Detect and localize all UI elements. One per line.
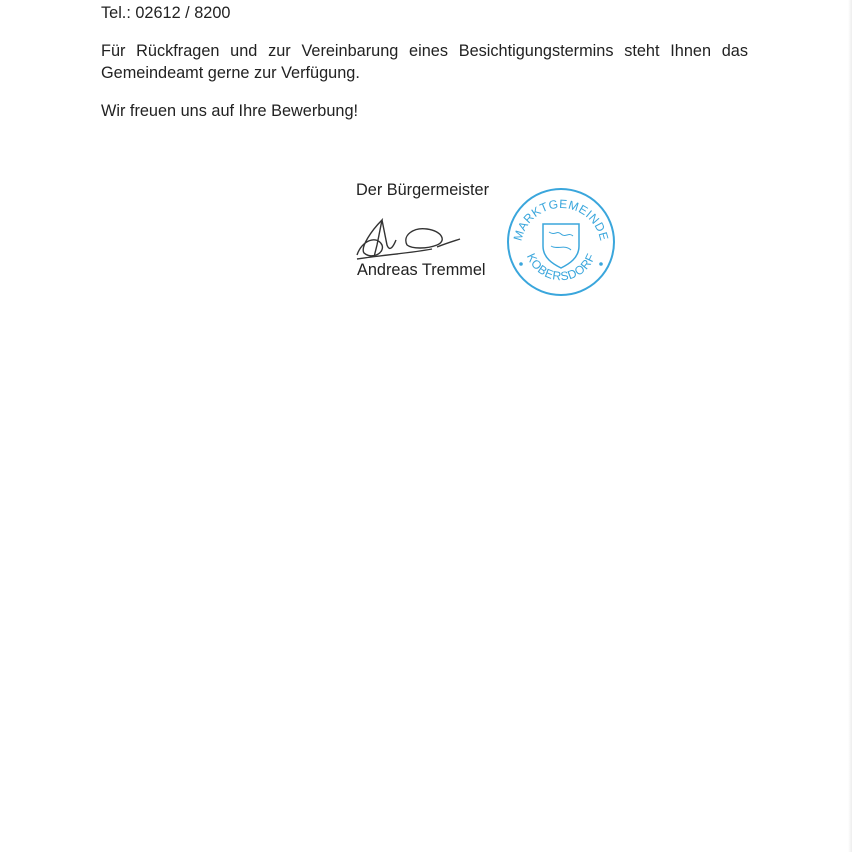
signatory-name: Andreas Tremmel — [357, 261, 486, 279]
signatory-title: Der Bürgermeister — [356, 181, 490, 199]
scan-edge — [848, 0, 852, 852]
svg-text:MARKTGEMEINDE: MARKTGEMEINDE — [510, 196, 612, 243]
coat-of-arms-icon — [543, 224, 579, 268]
municipal-stamp — [505, 186, 617, 298]
handwritten-signature — [352, 215, 467, 265]
svg-text:KOBERSDORF: KOBERSDORF — [523, 251, 599, 284]
phone-line: Tel.: 02612 / 8200 — [101, 4, 231, 22]
closing-line: Wir freuen uns auf Ihre Bewerbung! — [101, 102, 359, 120]
inquiry-paragraph: Für Rückfragen und zur Vereinbarung eines Besichtigungstermins steht Ihnen das Gemeindeamt gerne zur Verfügung. — [101, 42, 748, 82]
